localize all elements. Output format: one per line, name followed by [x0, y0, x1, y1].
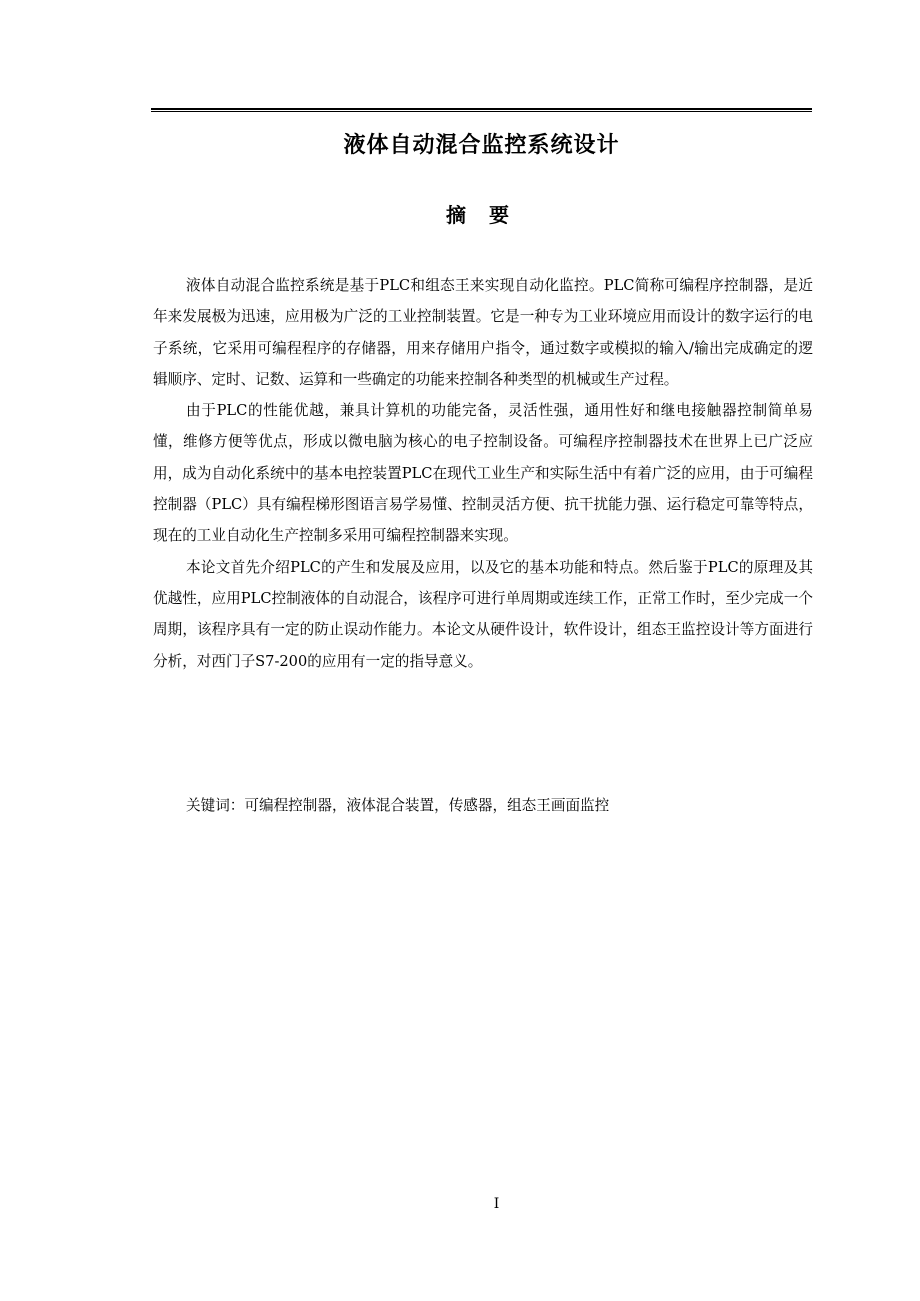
keywords-line: 关键词：可编程控制器，液体混合装置，传感器，组态王画面监控 [186, 797, 610, 814]
document-title: 液体自动混合监控系统设计 [343, 133, 620, 158]
abstract-paragraph-1: 液体自动混合监控系统是基于PLC和组态王来实现自动化监控。PLC简称可编程序控制器，是近年来发展极为迅速，应用极为广泛的工业控制装置。它是一种专为工业环境应用而设计的数字运行的电子系统，它采用可编程程序的存储器，用来存储用户指令，通过数字或模拟的输入/输出完成确定的逻辑顺序、定时、记数、运算和一些确定的功能来控制各种类型的机械或生产过程。 [153, 277, 813, 388]
abstract-paragraph-2: 由于PLC的性能优越，兼具计算机的功能完备，灵活性强，通用性好和继电接触器控制简单易懂，维修方便等优点，形成以微电脑为核心的电子控制设备。可编程序控制器技术在世界上已广泛应用，成为自动化系统中的基本电控装置PLC在现代工业生产和实际生活中有着广泛的应用，由于可编程控制器（PLC）具有编程梯形图语言易学易懂、控制灵活方便、抗干扰能力强、运行稳定可靠等特点，现在的工业自动化生产控制多采用可编程控制器来实现。 [153, 402, 813, 545]
abstract-paragraph-3: 本论文首先介绍PLC的产生和发展及应用，以及它的基本功能和特点。然后鉴于PLC的原理及其优越性，应用PLC控制液体的自动混合，该程序可进行单周期或连续工作，正常工作时，至少完成一个周期，该程序具有一定的防止误动作能力。本论文从硬件设计，软件设计，组态王监控设计等方面进行分析，对西门子S7-200的应用有一定的指导意义。 [153, 558, 813, 670]
abstract-body [153, 270, 813, 677]
page-number: I [493, 1196, 500, 1212]
header-rule [151, 108, 812, 112]
abstract-heading: 摘 要 [446, 203, 517, 227]
